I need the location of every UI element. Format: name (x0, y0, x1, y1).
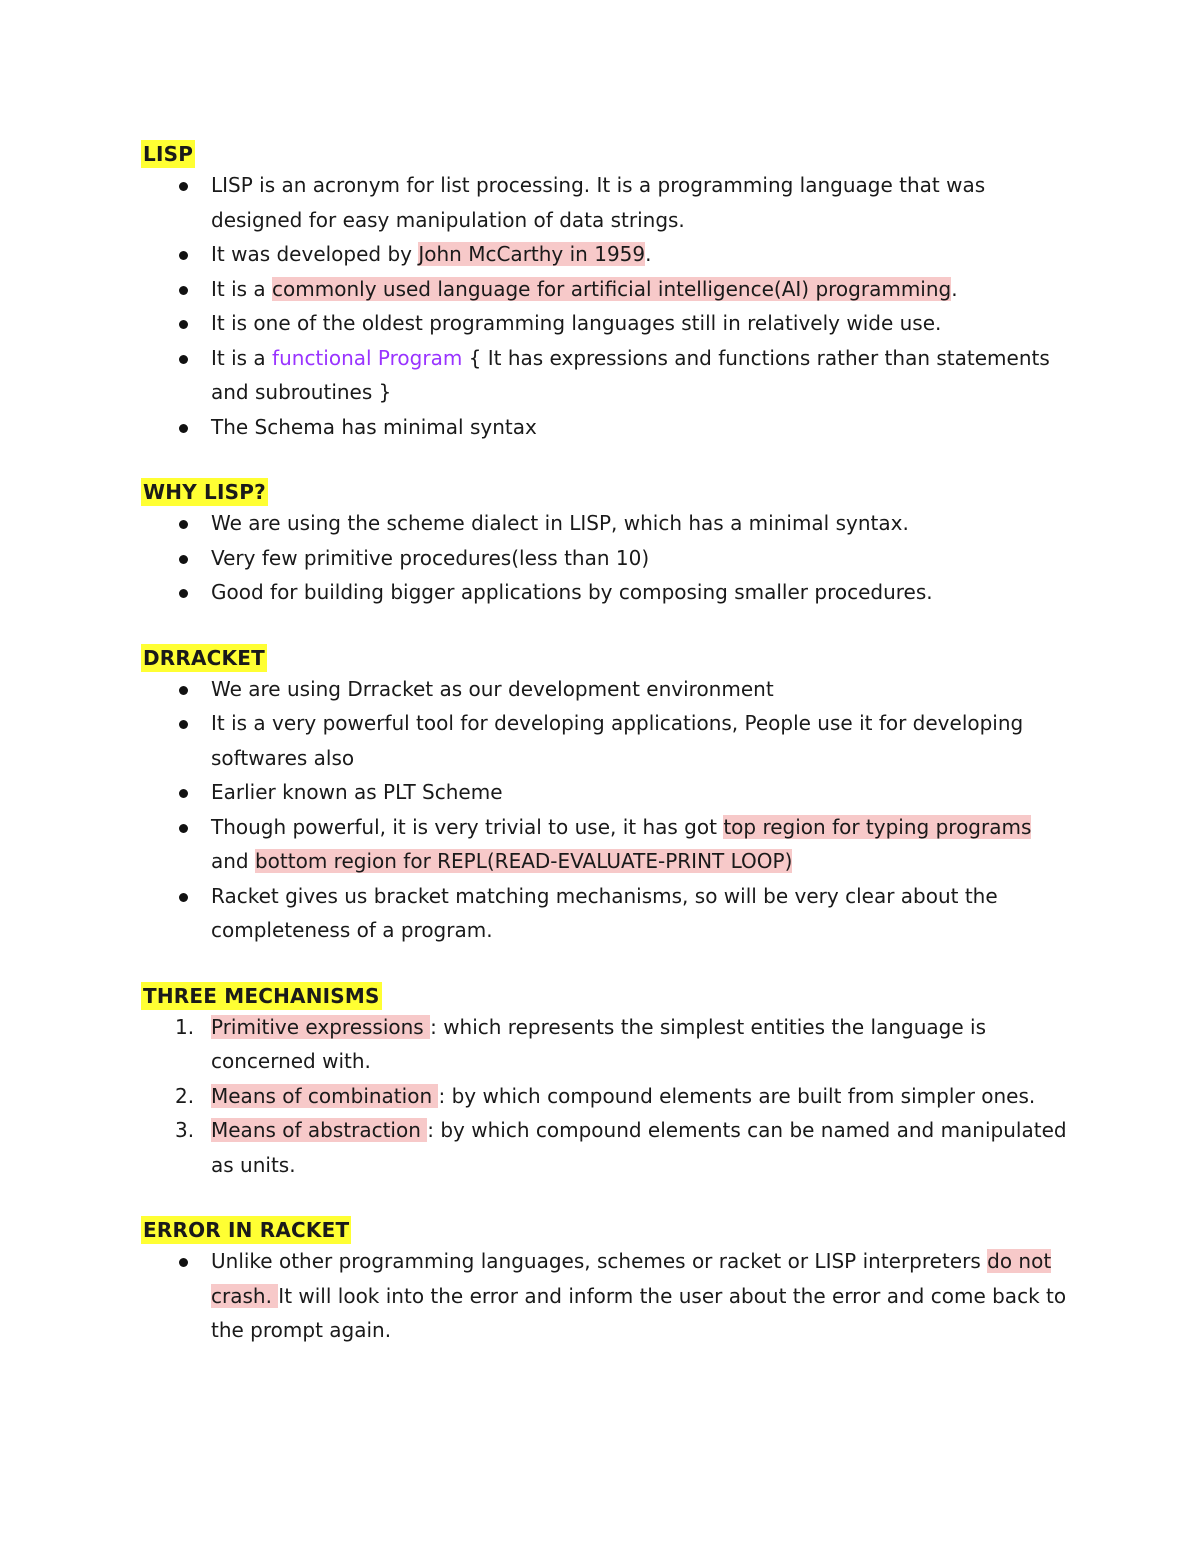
list-item: It was developed by John McCarthy in 1959. (141, 237, 1071, 272)
list-item: The Schema has minimal syntax (141, 410, 1071, 445)
list-item: It is one of the oldest programming languages still in relatively wide use. (141, 306, 1071, 341)
heading-why-lisp: WHY LISP? (143, 480, 266, 504)
list-item: Very few primitive procedures(less than 10) (141, 541, 1071, 576)
list-item: Unlike other programming languages, schemes or racket or LISP interpreters do not crash. It will look into the error and inform the user about the error and come back to the prompt again. (141, 1244, 1071, 1348)
highlight: bottom region for REPL(READ-EVALUATE-PRINT LOOP) (254, 849, 793, 873)
drracket-bullet-list (141, 672, 1071, 948)
list-item: It is a very powerful tool for developing applications, People use it for developing softwares also (141, 706, 1071, 775)
heading-three-mechanisms: THREE MECHANISMS (143, 983, 380, 1008)
highlight: Primitive expressions (211, 1014, 431, 1039)
list-item: Earlier known as PLT Scheme (141, 775, 1071, 810)
list-item: Racket gives us bracket matching mechanisms, so will be very clear about the completeness of a program. (141, 879, 1071, 948)
lisp-bullet-list (141, 168, 1071, 444)
why-bullet-list (141, 506, 1071, 610)
list-item: LISP is an acronym for list processing. It is a programming language that was designed for easy manipulation of data strings. (141, 168, 1071, 237)
list-item: We are using the scheme dialect in LISP, which has a minimal syntax. (141, 506, 1071, 541)
purple-text: functional Program (272, 345, 463, 370)
list-item: 1. Primitive expressions : which represents the simplest entities the language is concerned with. (175, 1014, 987, 1073)
document-page (141, 140, 1071, 1382)
list-item: It is a commonly used language for artificial intelligence(AI) programming. (141, 272, 1071, 307)
highlight: do not crash. (211, 1249, 1052, 1308)
section-drracket (141, 644, 1071, 948)
highlight: Means of combination (211, 1083, 439, 1108)
highlight: commonly used language for artificial intelligence(AI) programming (272, 276, 952, 301)
section-lisp (141, 140, 1071, 444)
highlight: Means of abstraction (211, 1118, 428, 1142)
section-error-in-racket (141, 1216, 1071, 1348)
list-item: Though powerful, it is very trivial to use, it has got top region for typing programs and bottom region for REPL(READ-EVALUATE-PRINT LOOP) (141, 810, 1071, 879)
section-three-mechanisms (141, 982, 1071, 1183)
list-item: It is a functional Program { It has expressions and functions rather than statements and subroutines } (141, 341, 1071, 410)
list-item: 2. Means of combination : by which compound elements are built from simpler ones. (175, 1083, 1036, 1108)
highlight: John McCarthy in 1959 (418, 242, 646, 266)
list-item: We are using Drracket as our development environment (141, 672, 1071, 707)
error-bullet-list (141, 1244, 1071, 1348)
heading-error-in-racket: ERROR IN RACKET (143, 1218, 350, 1242)
mechanisms-numbered-list (141, 1010, 1071, 1183)
heading-drracket: DRRACKET (143, 645, 265, 670)
list-item: 3. Means of abstraction : by which compound elements can be named and manipulated as units. (175, 1118, 1067, 1177)
highlight: top region for typing programs (723, 814, 1032, 839)
heading-lisp: LISP (143, 142, 194, 166)
list-item: Good for building bigger applications by composing smaller procedures. (141, 575, 1071, 610)
section-why-lisp (141, 478, 1071, 610)
